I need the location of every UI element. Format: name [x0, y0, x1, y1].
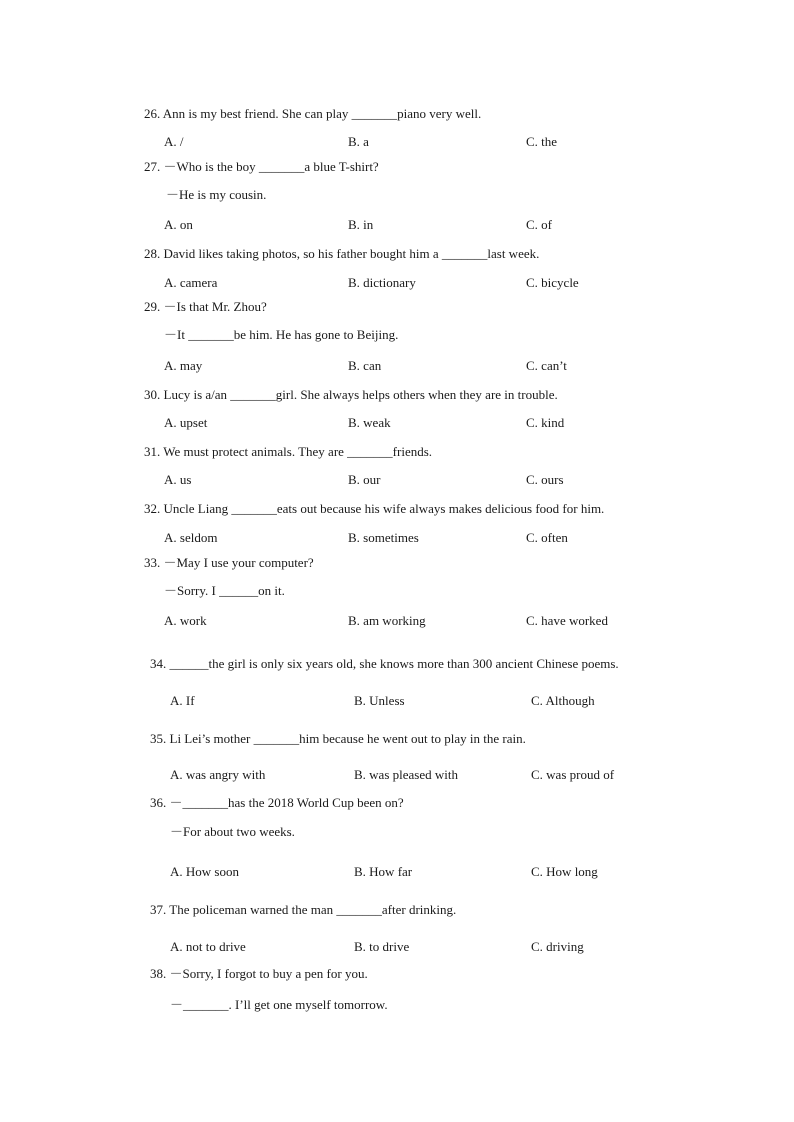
question-34-stem: 34. ______the girl is only six years old, she knows more than 300 ancient Chinese poems. [150, 656, 619, 671]
question-32-option-a: A. seldom [164, 530, 218, 545]
question-33-option-a: A. work [164, 613, 207, 628]
question-26-option-a: A. / [164, 134, 184, 149]
question-31-option-b: B. our [348, 472, 381, 487]
question-32-stem: 32. Uncle Liang _______eats out because his wife always makes delicious food for him. [144, 501, 605, 516]
question-29-option-a: A. may [164, 358, 203, 373]
question-32-option-c: C. often [526, 530, 568, 545]
question-28-stem: 28. David likes taking photos, so his father bought him a _______last week. [144, 246, 540, 261]
question-26-stem: 26. Ann is my best friend. She can play _______piano very well. [144, 106, 482, 121]
question-28-option-c: C. bicycle [526, 275, 579, 290]
question-27-option-b: B. in [348, 217, 374, 232]
question-38-stem: 38. －Sorry, I forgot to buy a pen for you. [150, 966, 368, 981]
question-29-response: －It _______be him. He has gone to Beijing. [164, 327, 399, 342]
question-29-stem: 29. －Is that Mr. Zhou? [144, 299, 267, 314]
question-27-response: －He is my cousin. [166, 187, 267, 202]
question-27-option-c: C. of [526, 217, 552, 232]
question-33-option-b: B. am working [348, 613, 426, 628]
question-33-option-c: C. have worked [526, 613, 608, 628]
question-36-option-a: A. How soon [170, 864, 239, 879]
question-37-stem: 37. The policeman warned the man _______after drinking. [150, 902, 457, 917]
question-36-response: －For about two weeks. [170, 824, 295, 839]
question-33-response: －Sorry. I ______on it. [164, 583, 285, 598]
question-34-option-c: C. Although [531, 693, 595, 708]
question-30-option-c: C. kind [526, 415, 565, 430]
question-36-option-c: C. How long [531, 864, 598, 879]
question-30-option-b: B. weak [348, 415, 391, 430]
question-34-option-b: B. Unless [354, 693, 405, 708]
question-28-option-a: A. camera [164, 275, 218, 290]
question-35-option-a: A. was angry with [170, 767, 266, 782]
question-35-stem: 35. Li Lei’s mother _______him because he went out to play in the rain. [150, 731, 526, 746]
question-33-stem: 33. －May I use your computer? [144, 555, 314, 570]
question-26-option-c: C. the [526, 134, 558, 149]
question-28-option-b: B. dictionary [348, 275, 416, 290]
question-30-stem: 30. Lucy is a/an _______girl. She always helps others when they are in trouble. [144, 387, 558, 402]
question-38-response: －_______. I’ll get one myself tomorrow. [170, 997, 388, 1012]
question-31-option-a: A. us [164, 472, 192, 487]
question-37-option-b: B. to drive [354, 939, 410, 954]
question-26-option-b: B. a [348, 134, 369, 149]
question-29-option-c: C. can’t [526, 358, 567, 373]
question-29-option-b: B. can [348, 358, 382, 373]
question-27-stem: 27. －Who is the boy _______a blue T-shirt? [144, 159, 379, 174]
question-36-option-b: B. How far [354, 864, 413, 879]
question-37-option-c: C. driving [531, 939, 584, 954]
question-31-option-c: C. ours [526, 472, 564, 487]
question-34-option-a: A. If [170, 693, 195, 708]
question-36-stem: 36. －_______has the 2018 World Cup been on? [150, 795, 404, 810]
question-31-stem: 31. We must protect animals. They are _______friends. [144, 444, 433, 459]
question-27-option-a: A. on [164, 217, 193, 232]
question-35-option-c: C. was proud of [531, 767, 615, 782]
question-30-option-a: A. upset [164, 415, 208, 430]
question-35-option-b: B. was pleased with [354, 767, 458, 782]
question-37-option-a: A. not to drive [170, 939, 246, 954]
question-32-option-b: B. sometimes [348, 530, 419, 545]
